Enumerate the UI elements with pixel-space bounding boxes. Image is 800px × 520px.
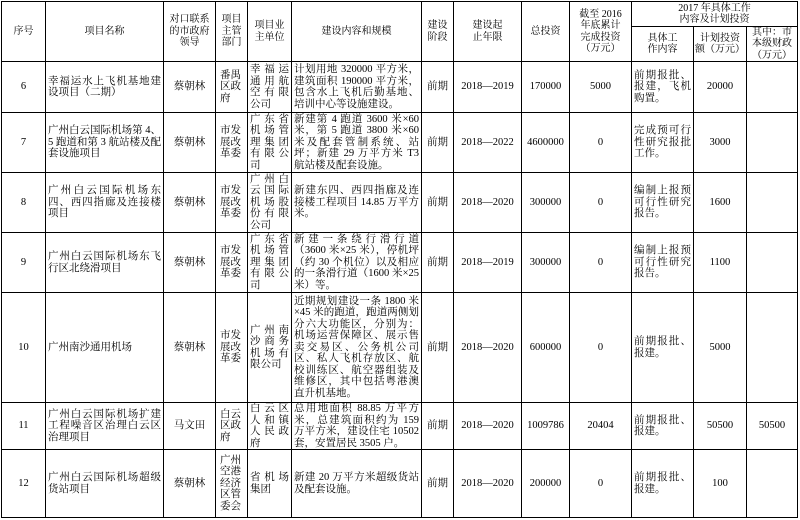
owner-cell: 幸福运通用航空有限公司 xyxy=(248,62,291,112)
header-construction-content: 建设内容和规模 xyxy=(292,2,421,61)
stage-cell: 前期 xyxy=(422,233,453,292)
row-number-cell: 7 xyxy=(2,113,45,172)
construction-content-cell: 总用地面积 88.85 万平方米，总建筑面积约为 159 万平方米，建设住宅 10502 套，安置居民 3505 户。 xyxy=(294,403,419,449)
owner-cell: 广州南沙商务机场有限公司 xyxy=(248,293,291,402)
owner-cell: 广东省机场管理集团有限公司 xyxy=(250,233,289,291)
department-cell: 白云区政府 xyxy=(216,403,247,449)
work-content-cell: 编制上报预可行性研究报告。 xyxy=(632,173,693,232)
stage-cell: 前期 xyxy=(422,62,453,112)
leader-cell: 蔡朝林 xyxy=(164,62,215,112)
construction-content-cell: 新建一条绕行滑行道（3600 米×25 米），停机坪（约 30 个机位）以及相应的一条滑行道（1600 米×25 米）等。 xyxy=(294,233,419,291)
project-name-cell: 幸福运水上飞机基地建设项目（二期） xyxy=(46,62,163,112)
owner-cell: 广东省机场管理集团有限公司 xyxy=(250,113,289,171)
row-number-cell: 11 xyxy=(2,403,45,449)
period-cell: 2018—2020 xyxy=(454,173,521,232)
project-name-cell: 广州白云国际机场扩建工程噪音区治理白云区治理项目 xyxy=(46,403,163,449)
stage-cell: 前期 xyxy=(422,173,453,232)
department-cell: 广州空港经济区管委会 xyxy=(216,450,247,517)
header-work-content: 具体工 作内容 xyxy=(632,27,693,61)
project-name-cell: 广州白云国际机场超级货站项目 xyxy=(46,450,163,517)
leader-cell: 蔡朝林 xyxy=(164,450,215,517)
completed-investment-cell: 0 xyxy=(570,450,631,517)
planned-investment-cell: 3000 xyxy=(694,113,746,172)
planned-investment-cell: 100 xyxy=(694,450,746,517)
leader-cell: 马文田 xyxy=(164,403,215,449)
period-cell: 2018—2019 xyxy=(454,233,521,292)
total-investment-cell: 4600000 xyxy=(522,113,569,172)
work-content-cell: 前期报批、报建。 xyxy=(632,450,693,517)
project-name-cell: 广州白云国际机场东飞行区北绕滑项目 xyxy=(46,233,163,292)
city-fiscal-cell: 50500 xyxy=(747,403,797,449)
stage-cell: 前期 xyxy=(422,113,453,172)
completed-investment-cell: 0 xyxy=(570,293,631,402)
total-investment-cell: 200000 xyxy=(522,450,569,517)
planned-investment-cell: 50500 xyxy=(694,403,746,449)
row-number-cell: 10 xyxy=(2,293,45,402)
department-cell: 番禺区政府 xyxy=(216,62,247,112)
header-total-investment: 总投资 xyxy=(522,2,569,61)
header-leader: 对口联系 的市政府 领导 xyxy=(164,2,215,61)
project-name-cell: 广州白云国际机场东四、西四指廊及连接楼项目 xyxy=(46,173,163,232)
total-investment-cell: 300000 xyxy=(522,173,569,232)
work-content-cell: 前期报批、报建。 xyxy=(632,293,693,402)
header-row-number: 序号 xyxy=(2,2,45,61)
department-cell: 市发展改革委 xyxy=(216,293,247,402)
period-cell: 2018—2020 xyxy=(454,450,521,517)
header-owner: 项目业 主单位 xyxy=(248,2,291,61)
completed-investment-cell: 0 xyxy=(570,113,631,172)
period-cell: 2018—2022 xyxy=(454,113,521,172)
total-investment-cell: 600000 xyxy=(522,293,569,402)
city-fiscal-cell xyxy=(747,113,797,172)
leader-cell: 蔡朝林 xyxy=(164,113,215,172)
department-cell: 市发展改革委 xyxy=(216,113,247,172)
completed-investment-cell: 0 xyxy=(570,173,631,232)
city-fiscal-cell xyxy=(747,233,797,292)
completed-investment-cell: 20404 xyxy=(570,403,631,449)
project-table xyxy=(1,1,798,518)
project-name-cell: 广州白云国际机场第 4、5 跑道和第 3 航站楼及配套设施项目 xyxy=(46,113,163,172)
row-number-cell: 12 xyxy=(2,450,45,517)
construction-content-cell: 近期规划建设一条 1800 米×45 米的跑道，跑道两侧划分六大功能区，分别为：机场运营保障区、展示售卖交易区、公务机公司区、私人飞机存放区、航校训练区、航空器组装及维修区，其中包括粤港澳直升机基地。 xyxy=(292,293,421,402)
planned-investment-cell: 20000 xyxy=(694,62,746,112)
header-department: 项目 主管 部门 xyxy=(216,2,247,61)
planned-investment-cell: 1100 xyxy=(694,233,746,292)
work-content-cell: 前期报批、报建，飞机购置。 xyxy=(632,62,693,112)
owner-cell: 广州白云国际机场股份有限公司 xyxy=(250,173,289,231)
city-fiscal-cell xyxy=(747,62,797,112)
row-number-cell: 8 xyxy=(2,173,45,232)
construction-content-cell: 新建第 4 跑道 3600 米×60 米，第 5 跑道 3800 米×60 米及配套管制系统、站坪；新建 29 万平方米 T3 航站楼及配套设施。 xyxy=(294,113,419,171)
department-cell: 市发展改革委 xyxy=(216,173,247,232)
total-investment-cell: 300000 xyxy=(522,233,569,292)
period-cell: 2018—2020 xyxy=(454,293,521,402)
owner-cell: 白云区人和镇人民政府 xyxy=(250,403,289,449)
leader-cell: 蔡朝林 xyxy=(164,293,215,402)
leader-cell: 蔡朝林 xyxy=(164,173,215,232)
work-content-cell: 完成预可行性研究报批工作。 xyxy=(632,113,693,172)
header-project-name: 项目名称 xyxy=(46,2,163,61)
city-fiscal-cell xyxy=(747,293,797,402)
construction-content-cell: 新建 20 万平方米超级货站及配套设施。 xyxy=(292,450,421,517)
completed-investment-cell: 0 xyxy=(570,233,631,292)
row-number-cell: 9 xyxy=(2,233,45,292)
planned-investment-cell: 1600 xyxy=(694,173,746,232)
period-cell: 2018—2019 xyxy=(454,62,521,112)
owner-cell: 省机场集团 xyxy=(248,450,291,517)
work-content-cell: 前期报批、报建。 xyxy=(632,403,693,449)
city-fiscal-cell xyxy=(747,450,797,517)
header-planned-investment: 计划投资 额（万元） xyxy=(694,27,746,61)
stage-cell: 前期 xyxy=(422,293,453,402)
completed-investment-cell: 5000 xyxy=(570,62,631,112)
header-stage: 建设 阶段 xyxy=(422,2,453,61)
construction-content-cell: 新建东四、西四指廊及连接楼工程项目 14.85 万平方米。 xyxy=(292,173,421,232)
header-period: 建设起 止年限 xyxy=(454,2,521,61)
total-investment-cell: 1009786 xyxy=(522,403,569,449)
department-cell: 市发展改革委 xyxy=(216,233,247,292)
project-name-cell: 广州南沙通用机场 xyxy=(46,293,163,402)
period-cell: 2018—2020 xyxy=(454,403,521,449)
header-completed-investment: 截至 2016 年底累计 完成投资 （万元） xyxy=(570,2,631,61)
stage-cell: 前期 xyxy=(422,450,453,517)
total-investment-cell: 170000 xyxy=(522,62,569,112)
header-2017-plan-group: 2017 年具体工作 内容及计划投资 xyxy=(632,2,797,26)
stage-cell: 前期 xyxy=(422,403,453,449)
city-fiscal-cell xyxy=(747,173,797,232)
work-content-cell: 编制上报预可行性研究报告。 xyxy=(632,233,693,292)
leader-cell: 蔡朝林 xyxy=(164,233,215,292)
row-number-cell: 6 xyxy=(2,62,45,112)
construction-content-cell: 计划用地 320000 平方米，建筑面积 190000 平方米，包含水上飞机后勤基地、培训中心等设施建设。 xyxy=(292,62,421,112)
header-city-fiscal: 其中：市 本级财政 （万元） xyxy=(747,27,797,61)
planned-investment-cell: 5000 xyxy=(694,293,746,402)
